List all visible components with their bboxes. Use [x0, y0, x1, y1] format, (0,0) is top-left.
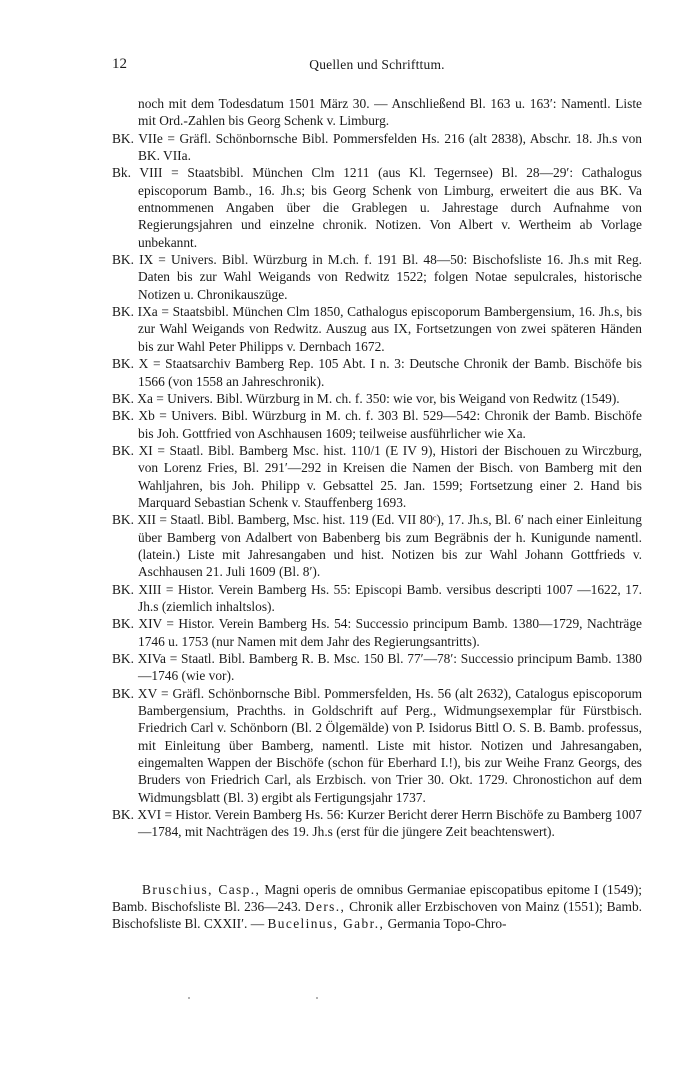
print-speck: [316, 997, 318, 999]
entry-bk-xiva: BK. XIVa = Staatl. Bibl. Bamberg R. B. Msc. 150 Bl. 77′—78′: Successio principum Bamb. 1380—1746 (wie vor).: [112, 651, 642, 684]
entry-bk-xiv: BK. XIV = Histor. Verein Bamberg Hs. 54: Successio principum Bamb. 1380—1729, Nachträge 1746 u. 1753 (nur Namen mit dem Jahr des Regierungsantritts).: [112, 616, 642, 649]
entry-bk-ix: BK. IX = Univers. Bibl. Würzburg in M.ch. f. 191 Bl. 48—50: Bischofsliste 16. Jh.s mit Reg. Daten bis zur Wahl Weigands von Redwitz 1522; folgen Notae sepulcrales, historische Notizen u. Chronikauszüge.: [112, 252, 642, 302]
bib-author-ders: Ders.,: [304, 899, 346, 915]
bib-author-bruschius: Bruschius, Casp.,: [142, 881, 261, 897]
page-number: 12: [112, 56, 127, 72]
entry-bk-x: BK. X = Staatsarchiv Bamberg Rep. 105 Abt. I n. 3: Deutsche Chronik der Bamb. Bischöfe bis 1566 (von 1558 an Jahreschronik).: [112, 356, 642, 389]
bib-text-ders: Chronik aller Erzbischoven von Mainz (1551); Bamb. Bischofsliste Bl. CXXII′. —: [112, 899, 642, 932]
entry-bk-xiii: BK. XIII = Histor. Verein Bamberg Hs. 55: Episcopi Bamb. versibus descripti 1007 —1622, 17. Jh.s (ziemlich inhaltslos).: [112, 581, 642, 614]
entry-bk-viii: Bk. VIII = Staatsbibl. München Clm 1211 (aus Kl. Tegernsee) Bl. 28—29′: Cathalogus episcoporum Bamb., 16. Jh.s; bis Georg Schenk von Limburg, erweitert die aus BK. Va entnommenen Angaben über die Grablegen u. Jahrestage durch Aufnahme von Regierungsjahren und einzelne chronik. Notizen. Von Albert v. Wertheim ab Vorlage unbekannt.: [112, 165, 642, 250]
entry-continuation: noch mit dem Todesdatum 1501 März 30. — Anschließend Bl. 163 u. 163′: Namentl. Liste mit Ord.-Zahlen bis Georg Schenk v. Limburg.: [138, 96, 642, 129]
bib-text-bruschius: Magni operis de omnibus Germaniae episcopatibus epitome I (1549); Bamb. Bischofsliste Bl. 236—243.: [112, 881, 642, 915]
entry-bk-xvi: BK. XVI = Histor. Verein Bamberg Hs. 56: Kurzer Bericht derer Herrn Bischöfe zu Bamberg 1007—1784, mit Nachträgen des 19. Jh.s (erst für die jüngere Zeit beachtenswert).: [112, 807, 642, 840]
page-body: [112, 95, 642, 933]
bibliography-paragraph: [112, 881, 642, 933]
bib-author-bucelinus: Bucelinus, Gabr.,: [267, 916, 385, 932]
header-title: Quellen und Schrifttum.: [309, 57, 445, 72]
entry-bk-ixa: BK. IXa = Staatsbibl. München Clm 1850, Cathalogus episcoporum Bambergensium, 16. Jh.s, bis zur Wahl Weigands von Redwitz. Auszug aus IX, Fortsetzungen von zwei späteren Händen bis zur Wahl Peter Philipps v. Dernbach 1672.: [112, 304, 642, 354]
print-specks: [0, 997, 700, 1001]
entry-bk-xi: BK. XI = Staatl. Bibl. Bamberg Msc. hist. 110/1 (E IV 9), Histori der Bischouen zu Wirczburg, von Lorenz Fries, Bl. 291′—292 in Kreisen die Namen der Bisch. von Bamberg mit den Wahljahren, bis Joh. Philipp v. Gebsattel 25. Jan. 1599; Fortsetzung einer 2. Hand bis Marquard Sebastian Schenk v. Stauffenberg 1693.: [112, 442, 642, 510]
section-gap: [112, 841, 642, 881]
entry-bk-xii: BK. XII = Staatl. Bibl. Bamberg, Msc. hist. 119 (Ed. VII 80ᶜ), 17. Jh.s, Bl. 6′ nach einer Einleitung über Bamberg von Adalbert von Babenberg bis zum Begräbnis der h. Kunigunde namentl. (latein.) Liste mit Jahresangaben und hist. Notizen bis zur Wahl Johann Gottfrieds v. Aschhausen 21. Juli 1609 (Bl. 8′).: [112, 512, 642, 580]
bib-text-bucelinus: Germania Topo-Chro-: [384, 916, 507, 932]
entry-bk-xa: BK. Xa = Univers. Bibl. Würzburg in M. ch. f. 350: wie vor, bis Weigand von Redwitz (1549).: [112, 390, 620, 406]
entry-bk-xv: BK. XV = Gräfl. Schönbornsche Bibl. Pommersfelden, Hs. 56 (alt 2632), Catalogus episcoporum Bambergensium, Prachths. in Goldschrift auf Perg., Widmungsexemplar für Fürstbisch. Friedrich Carl v. Schönborn (Bl. 2 Ölgemälde) von P. Isidorus Bittl O. S. B. Bamb. professus, mit Einleitung über Bamberg, namentl. Liste mit histor. Notizen und Jahresangaben, eingemalten Wappen der Bischöfe (schon für Eberhard I.!), bis zur Weihe Franz Georgs, des Bruders von Friedrich Carl, als Erzbisch. von Trier 30. Okt. 1729. Chronostichon auf dem Widmungsblatt (Bl. 3) ergibt als Fertigungsjahr 1737.: [112, 685, 642, 805]
entry-bk-viie: BK. VIIe = Gräfl. Schönbornsche Bibl. Pommersfelden Hs. 216 (alt 2838), Abschr. 18. Jh.s von BK. VIIa.: [112, 130, 642, 164]
running-head: [112, 56, 642, 76]
entry-bk-xb: BK. Xb = Univers. Bibl. Würzburg in M. ch. f. 303 Bl. 529—542: Chronik der Bamb. Bischöfe bis Joh. Gottfried von Aschhausen 1609; teilweise ausführlicher wie Xa.: [112, 408, 642, 441]
print-speck: [188, 997, 190, 999]
